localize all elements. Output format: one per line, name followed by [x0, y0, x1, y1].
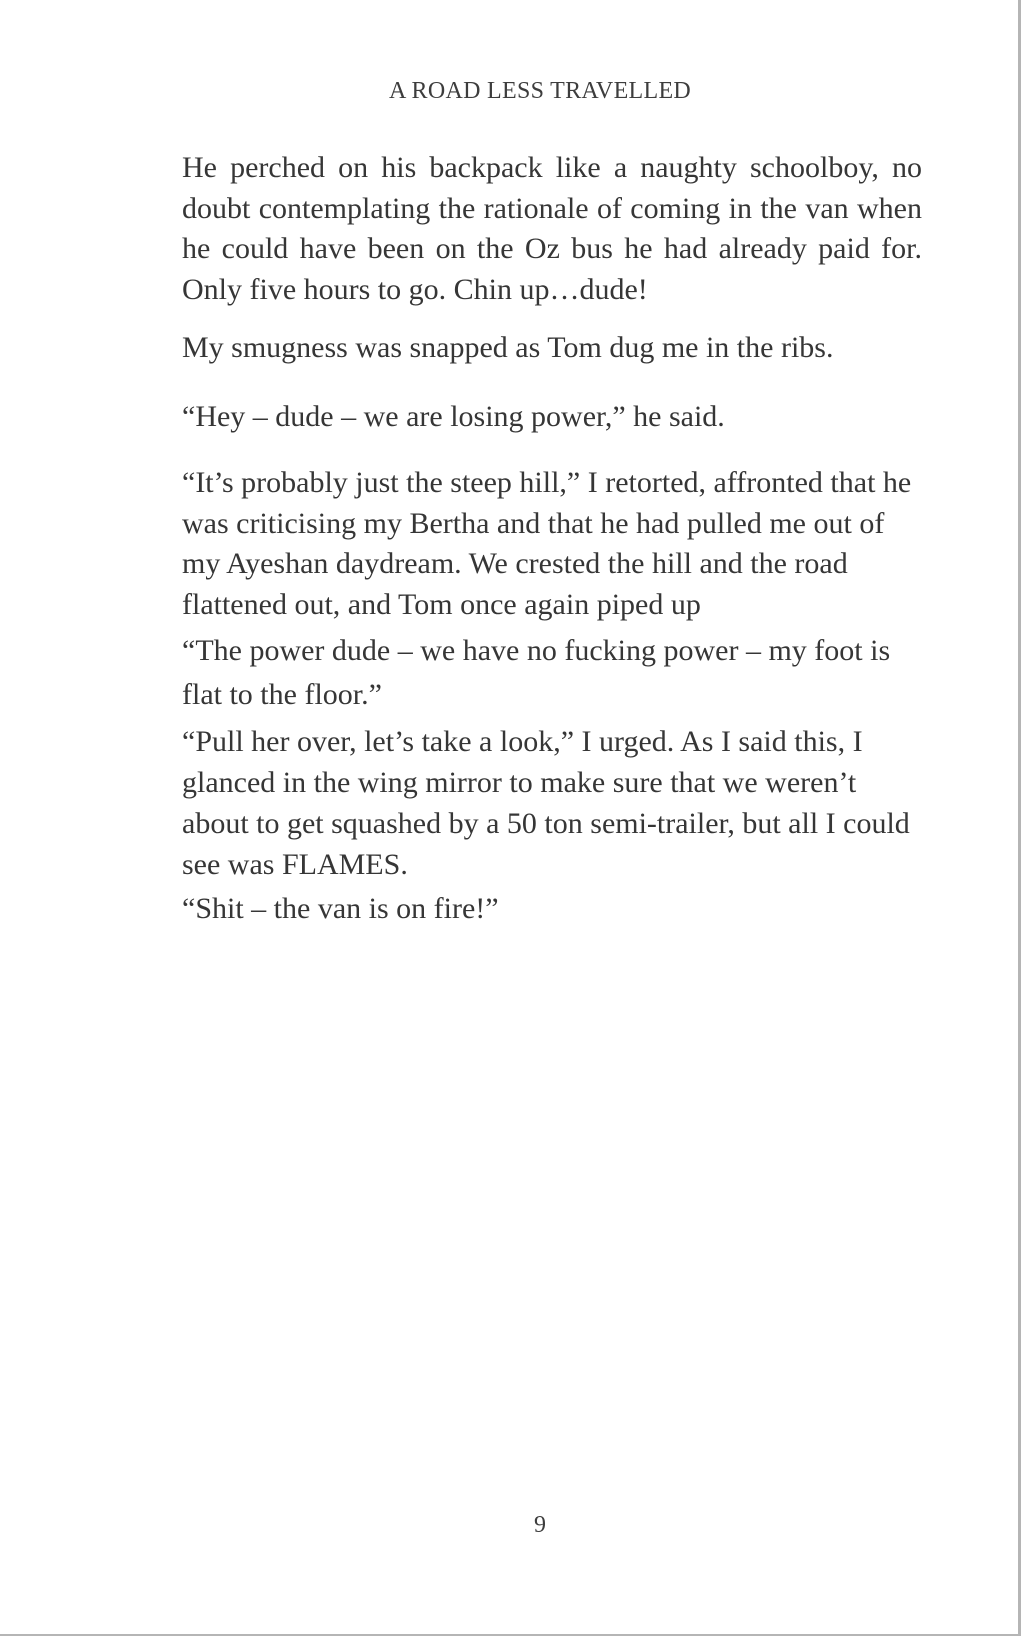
paragraph: “Shit – the van is on fire!” [182, 892, 499, 925]
page-number: 9 [534, 1512, 546, 1538]
paragraph: “Hey – dude – we are losing power,” he said. [182, 399, 725, 433]
paragraph: My smugness was snapped as Tom dug me in the ribs. [182, 331, 834, 364]
paragraph: “Pull her over, let’s take a look,” I urged. As I said this, I glanced in the wing mirror to make sure that we weren’t about to get squashed by a 50 ton semi-trailer, but all I could see was FLAMES. [182, 725, 910, 881]
paragraph: “The power dude – we have no fucking power – my foot is flat to the floor.” [182, 634, 891, 711]
running-head: A ROAD LESS TRAVELLED [388, 78, 692, 104]
paragraph: “It’s probably just the steep hill,” I retorted, affronted that he was criticising my Bertha and that he had pulled me out of my Ayeshan daydream. We crested the hill and the road flattened out, and Tom once again piped up [182, 466, 912, 621]
paragraph: He perched on his backpack like a naughty schoolboy, no doubt contemplating the rationale of coming in the van when he could have been on the Oz bus he had already paid for. Only five hours to go. Chin up…dude! [182, 151, 922, 306]
page-body [182, 148, 922, 930]
